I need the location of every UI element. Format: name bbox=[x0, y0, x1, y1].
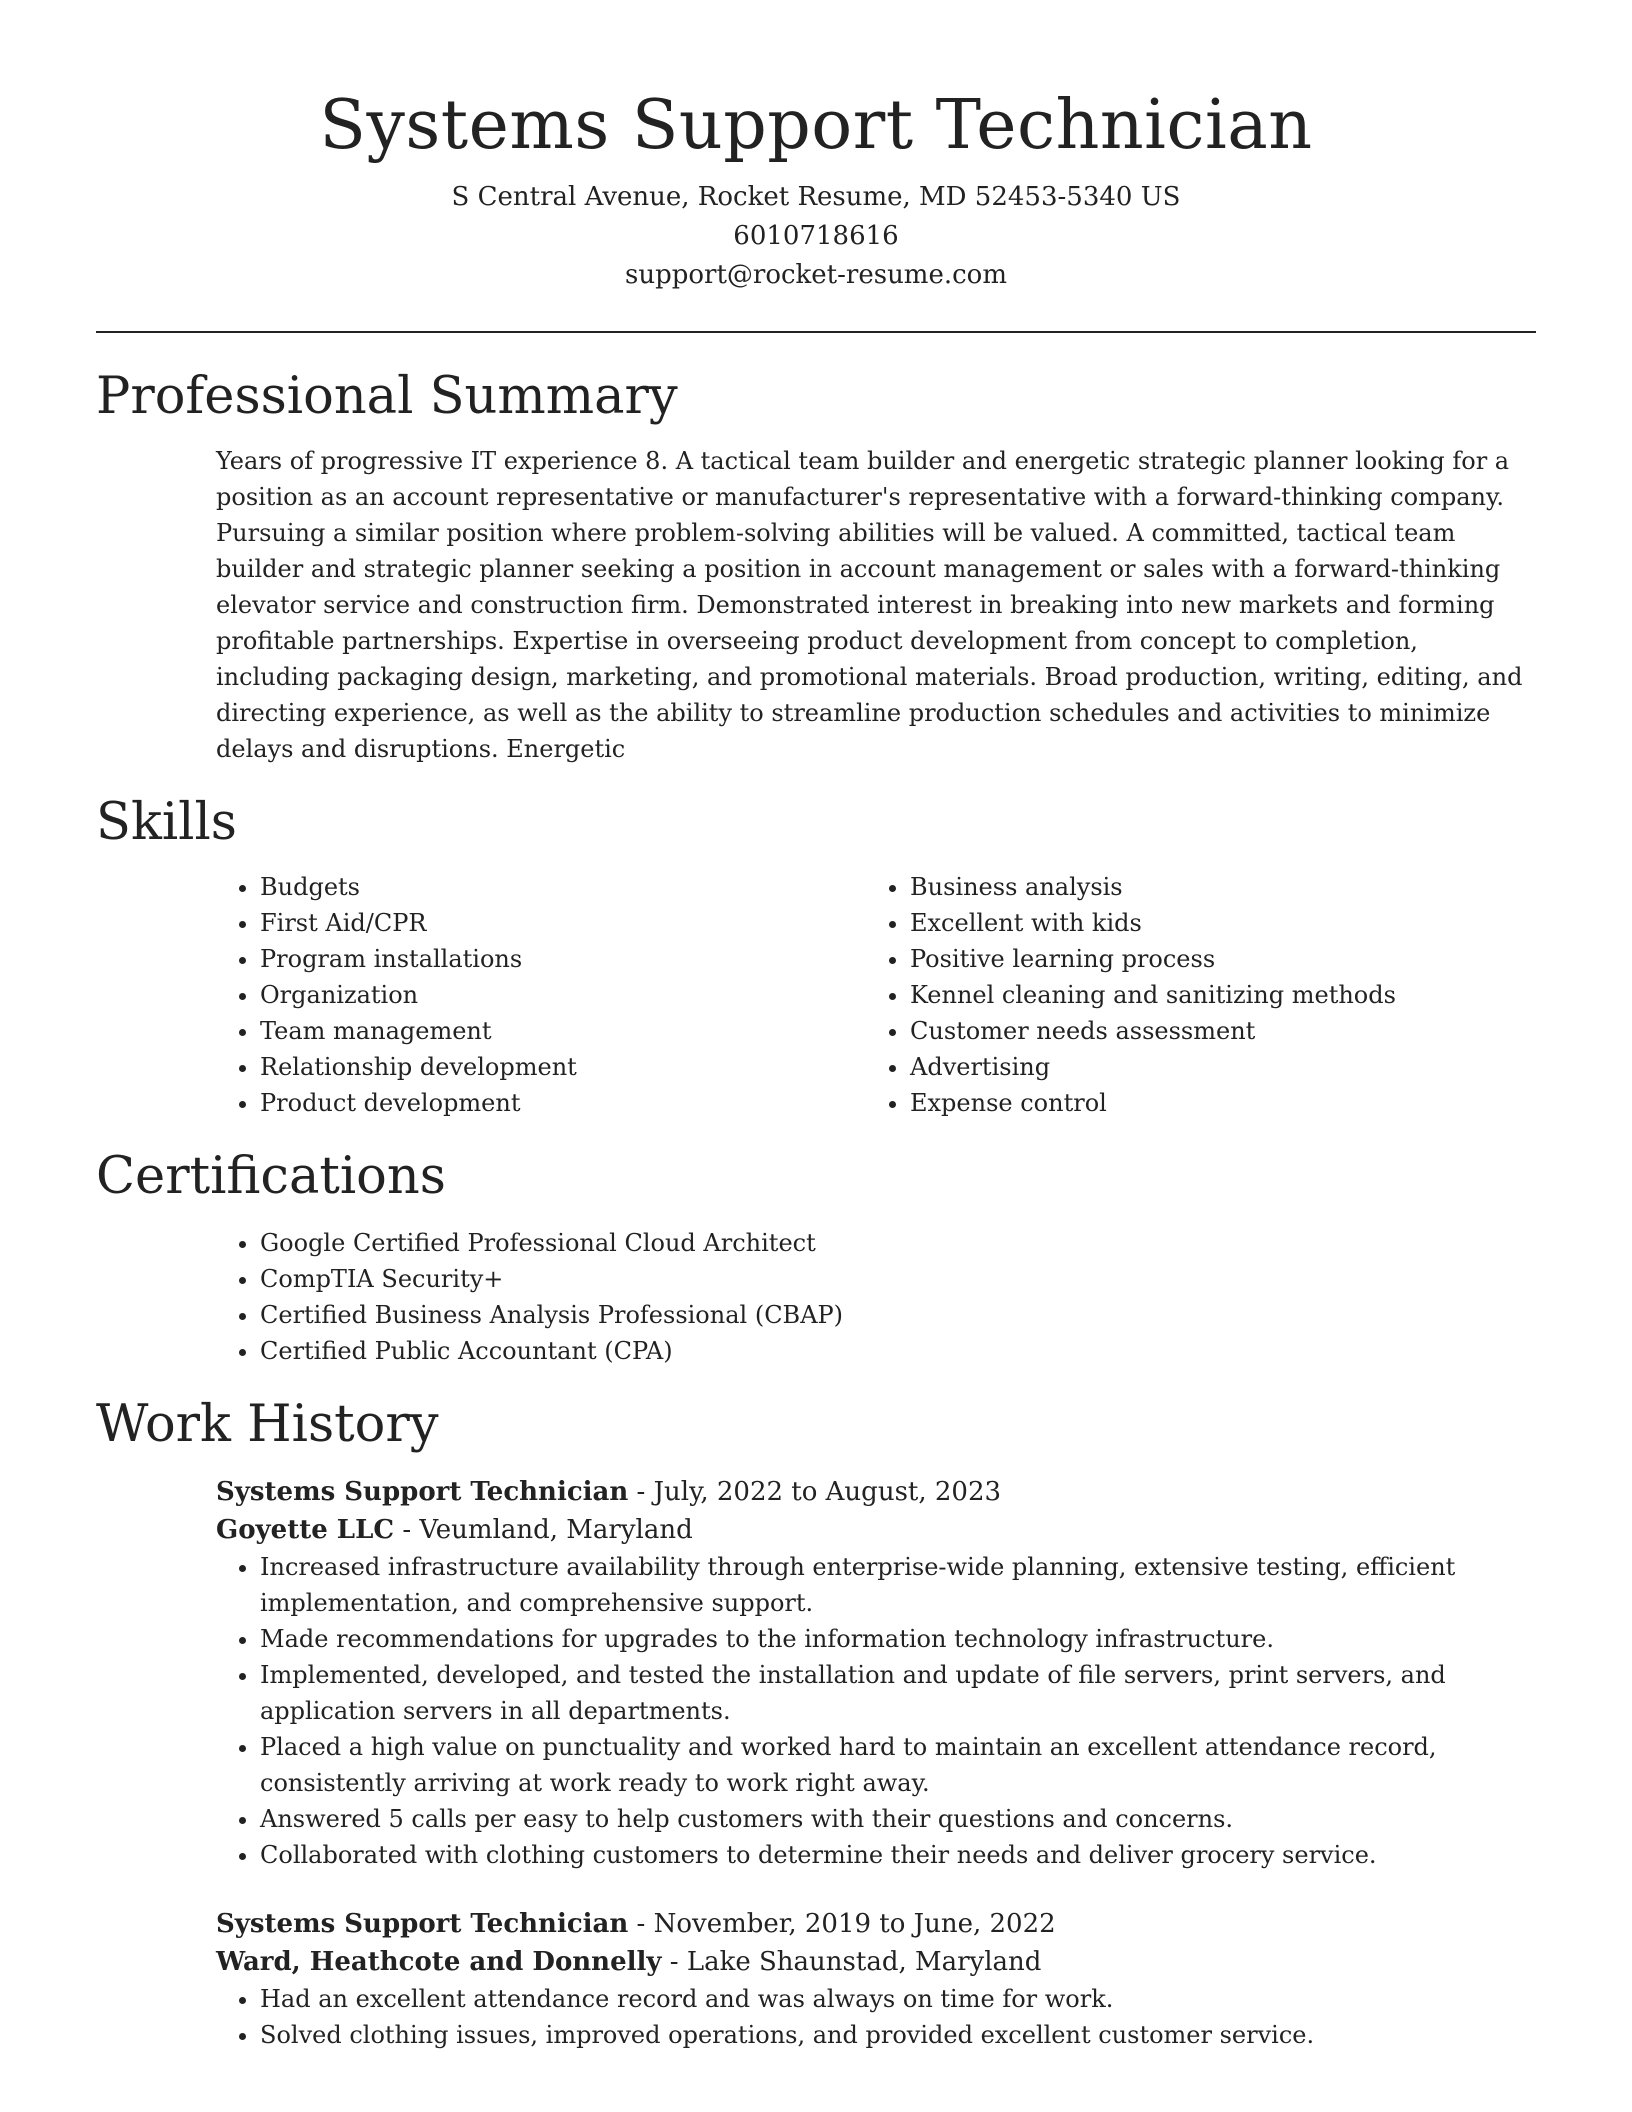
skill-item: • Organization bbox=[260, 977, 866, 1013]
skills-column-right bbox=[866, 869, 1516, 1121]
job-bullet: • Answered 5 calls per easy to help customers with their questions and concerns. bbox=[260, 1801, 1536, 1837]
certification-item: • Certified Business Analysis Professional (CBAP) bbox=[260, 1297, 1536, 1333]
job-title-line bbox=[216, 1473, 1536, 1511]
skill-item: • Team management bbox=[260, 1013, 866, 1049]
skill-item: • Program installations bbox=[260, 941, 866, 977]
skill-item: • Excellent with kids bbox=[910, 905, 1516, 941]
skills-columns bbox=[216, 869, 1536, 1121]
skill-item: • Expense control bbox=[910, 1085, 1516, 1121]
job-bullets bbox=[216, 1981, 1536, 2053]
job-dates: - November, 2019 to June, 2022 bbox=[628, 1909, 1056, 1939]
job-title-line bbox=[216, 1905, 1536, 1943]
skills-section bbox=[96, 791, 1536, 1121]
job-role: Systems Support Technician bbox=[216, 1909, 629, 1939]
skill-item: • Customer needs assessment bbox=[910, 1013, 1516, 1049]
skill-item: • Positive learning process bbox=[910, 941, 1516, 977]
job-bullets bbox=[216, 1549, 1536, 1873]
skill-item: • Advertising bbox=[910, 1049, 1516, 1085]
job-company: Ward, Heathcote and Donnelly bbox=[216, 1947, 662, 1977]
skill-item: • Relationship development bbox=[260, 1049, 866, 1085]
summary-section bbox=[96, 365, 1536, 767]
job-company: Goyette LLC bbox=[216, 1515, 395, 1545]
certifications-section bbox=[96, 1145, 1536, 1369]
certification-item: • Google Certified Professional Cloud Architect bbox=[260, 1225, 1536, 1261]
job-company-line bbox=[216, 1511, 1536, 1549]
skill-item: • Kennel cleaning and sanitizing methods bbox=[910, 977, 1516, 1013]
job-entry bbox=[216, 1473, 1536, 1873]
skill-item: • Business analysis bbox=[910, 869, 1516, 905]
skill-item: • Product development bbox=[260, 1085, 866, 1121]
summary-text: Years of progressive IT experience 8. A tactical team builder and energetic strategic planner looking for a position as an account representative or manufacturer's representative with a forward-thinking company. Pursuing a similar position where problem-solving abilities will be valued. A committed, tactical team builder and strategic planner seeking a position in account management or sales with a forward-thinking elevator service and construction firm. Demonstrated interest in breaking into new markets and forming profitable partnerships. Expertise in overseeing product development from concept to completion, including packaging design, marketing, and promotional materials. Broad production, writing, editing, and directing experience, as well as the ability to streamline production schedules and activities to minimize delays and disruptions. Energetic bbox=[216, 447, 1523, 763]
job-bullet: • Implemented, developed, and tested the installation and update of file servers, print servers, and application servers in all departments. bbox=[260, 1657, 1536, 1729]
contact-block bbox=[96, 178, 1536, 295]
candidate-name: Systems Support Technician bbox=[319, 86, 1313, 165]
skill-item: • First Aid/CPR bbox=[260, 905, 866, 941]
work-history-section bbox=[96, 1393, 1536, 2053]
section-title-summary: Professional Summary bbox=[96, 367, 678, 426]
section-title-certifications: Certifications bbox=[96, 1147, 446, 1206]
contact-email: support@rocket-resume.com bbox=[624, 260, 1007, 290]
job-bullet: • Made recommendations for upgrades to the information technology infrastructure. bbox=[260, 1621, 1536, 1657]
job-bullet: • Increased infrastructure availability through enterprise-wide planning, extensive testing, efficient implementation, and comprehensive support. bbox=[260, 1549, 1536, 1621]
job-bullet: • Had an excellent attendance record and was always on time for work. bbox=[260, 1981, 1536, 2017]
job-dates: - July, 2022 to August, 2023 bbox=[628, 1477, 1002, 1507]
job-company-line bbox=[216, 1943, 1536, 1981]
contact-phone: 6010718616 bbox=[733, 221, 899, 251]
certification-item: • Certified Public Accountant (CPA) bbox=[260, 1333, 1536, 1369]
job-bullet: • Collaborated with clothing customers to determine their needs and deliver grocery service. bbox=[260, 1837, 1536, 1873]
section-title-skills: Skills bbox=[96, 793, 237, 852]
resume-page bbox=[96, 0, 1536, 2053]
header-divider bbox=[96, 331, 1536, 333]
skills-column-left bbox=[216, 869, 866, 1121]
skill-item: • Budgets bbox=[260, 869, 866, 905]
job-entry bbox=[216, 1905, 1536, 2053]
job-role: Systems Support Technician bbox=[216, 1477, 629, 1507]
job-bullet: • Placed a high value on punctuality and worked hard to maintain an excellent attendance record, consistently arriving at work ready to work right away. bbox=[260, 1729, 1536, 1801]
certification-item: • CompTIA Security+ bbox=[260, 1261, 1536, 1297]
job-location: - Lake Shaunstad, Maryland bbox=[661, 1947, 1042, 1977]
contact-address: S Central Avenue, Rocket Resume, MD 52453-5340 US bbox=[451, 182, 1181, 212]
job-bullet: • Solved clothing issues, improved operations, and provided excellent customer service. bbox=[260, 2017, 1536, 2053]
resume-header bbox=[96, 0, 1536, 295]
job-location: - Veumland, Maryland bbox=[394, 1515, 693, 1545]
section-title-work-history: Work History bbox=[96, 1395, 439, 1454]
